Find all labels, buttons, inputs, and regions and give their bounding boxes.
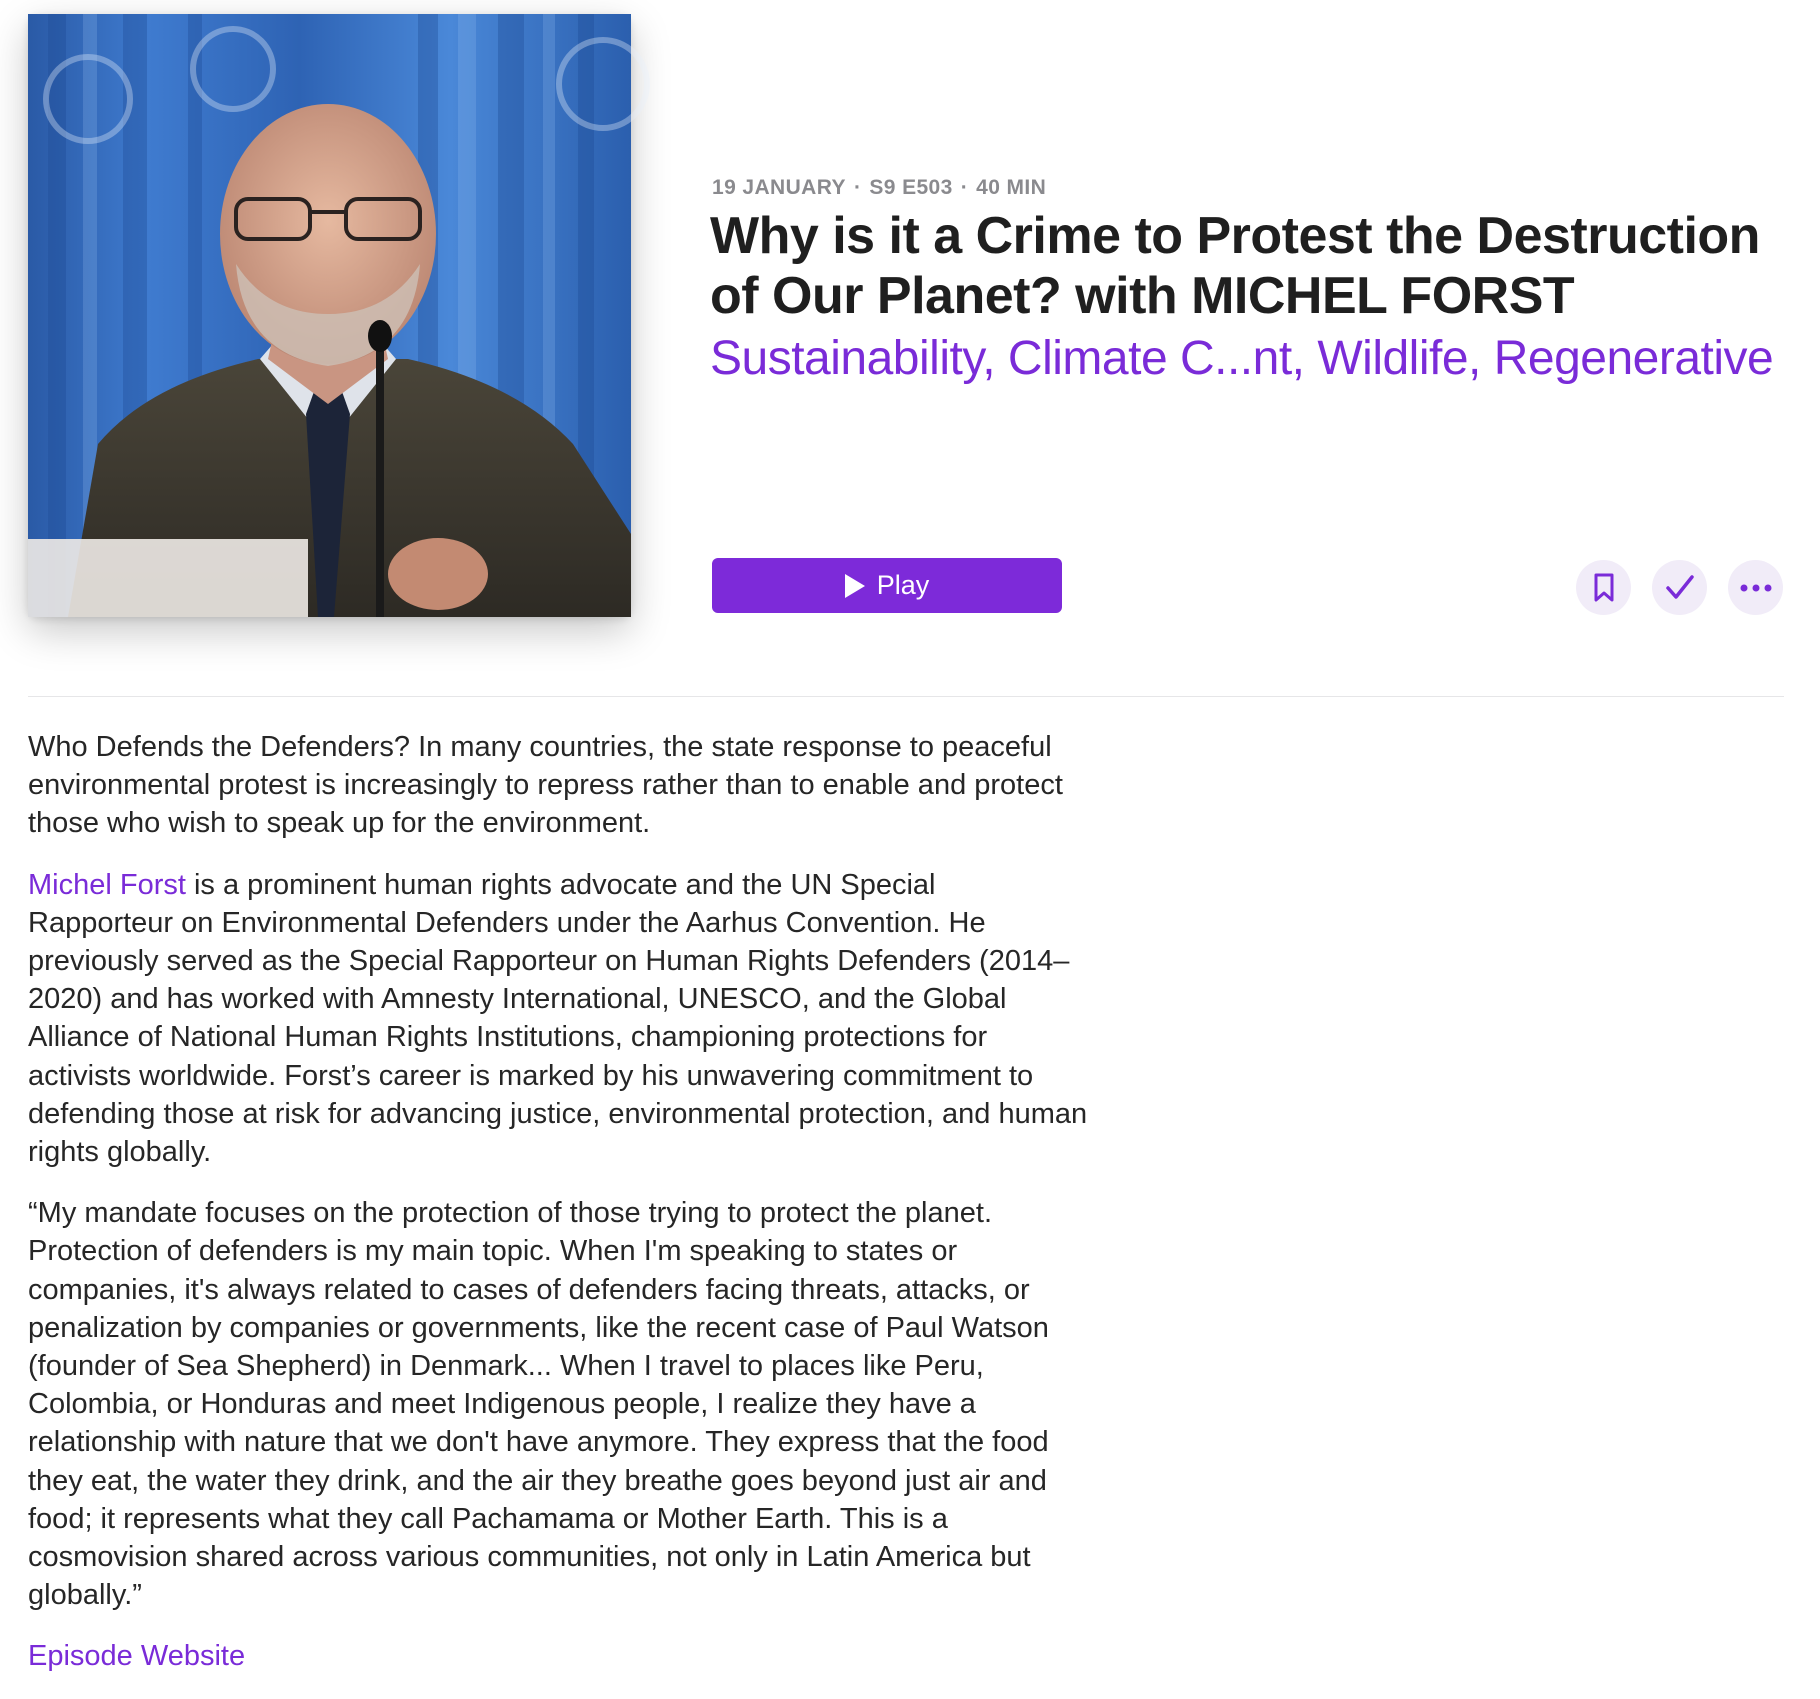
mark-played-button[interactable] <box>1652 560 1707 615</box>
bookmark-button[interactable] <box>1576 560 1631 615</box>
episode-categories[interactable]: Sustainability, Climate C...nt, Wildlife, Regenerative <box>710 332 1774 385</box>
bookmark-icon <box>1593 573 1615 603</box>
episode-description <box>28 728 1088 1699</box>
meta-separator: · <box>960 176 969 199</box>
more-options-button[interactable] <box>1728 560 1783 615</box>
episode-meta <box>712 176 1046 200</box>
episode-title: Why is it a Crime to Protest the Destruction of Our Planet? with MICHEL FORST <box>710 207 1760 325</box>
episode-artwork-photo <box>28 14 631 617</box>
ellipsis-icon <box>1740 584 1772 592</box>
episode-duration: 40 MIN <box>976 176 1047 199</box>
play-button-label: Play <box>876 570 930 600</box>
play-button[interactable] <box>712 558 1062 613</box>
episode-season-number: S9 E503 <box>869 176 953 199</box>
description-intro: Who Defends the Defenders? In many countries, the state response to peaceful environmental protest is increasingly to repress rather than to enable and protect those who wish to speak up for the environment. <box>28 731 1063 840</box>
episode-artwork <box>28 14 631 617</box>
checkmark-icon <box>1665 574 1695 602</box>
section-divider <box>28 696 1784 697</box>
description-bio <box>28 866 1088 1172</box>
meta-separator: · <box>853 176 862 199</box>
play-icon <box>845 574 865 598</box>
episode-website-link[interactable]: Episode Website <box>28 1640 246 1673</box>
guest-link[interactable]: Michel Forst <box>28 868 186 901</box>
episode-date: 19 JANUARY <box>712 176 846 199</box>
description-quote: “My mandate focuses on the protection of those trying to protect the planet. Protection of defenders is my main topic. When I'm speaking to states or companies, it's always related to cases of defenders facing threats, attacks, or penalization by companies or governments, like the recent case of Paul Watson (founder of Sea Shepherd) in Denmark... When I travel to places like Peru, Colombia, or Honduras and meet Indigenous people, I realize they have a relationship with nature that we don't have anymore. They express that the food they eat, the water they drink, and the air they breathe goes beyond just air and food; it represents what they call Pachamama or Mother Earth. This is a cosmovision shared across various communities, not only in Latin America but globally.” <box>28 1197 1049 1612</box>
description-bio-text: is a prominent human rights advocate and the UN Special Rapporteur on Environmental Defenders under the Aarhus Convention. He previously served as the Special Rapporteur on Human Rights Defenders (2014–2020) and has worked with Amnesty International, UNESCO, and the Global Alliance of National Human Rights Institutions, championing protections for activists worldwide. Forst’s career is marked by his unwavering commitment to defending those at risk for advancing justice, environmental protection, and human rights globally. <box>28 868 1088 1169</box>
